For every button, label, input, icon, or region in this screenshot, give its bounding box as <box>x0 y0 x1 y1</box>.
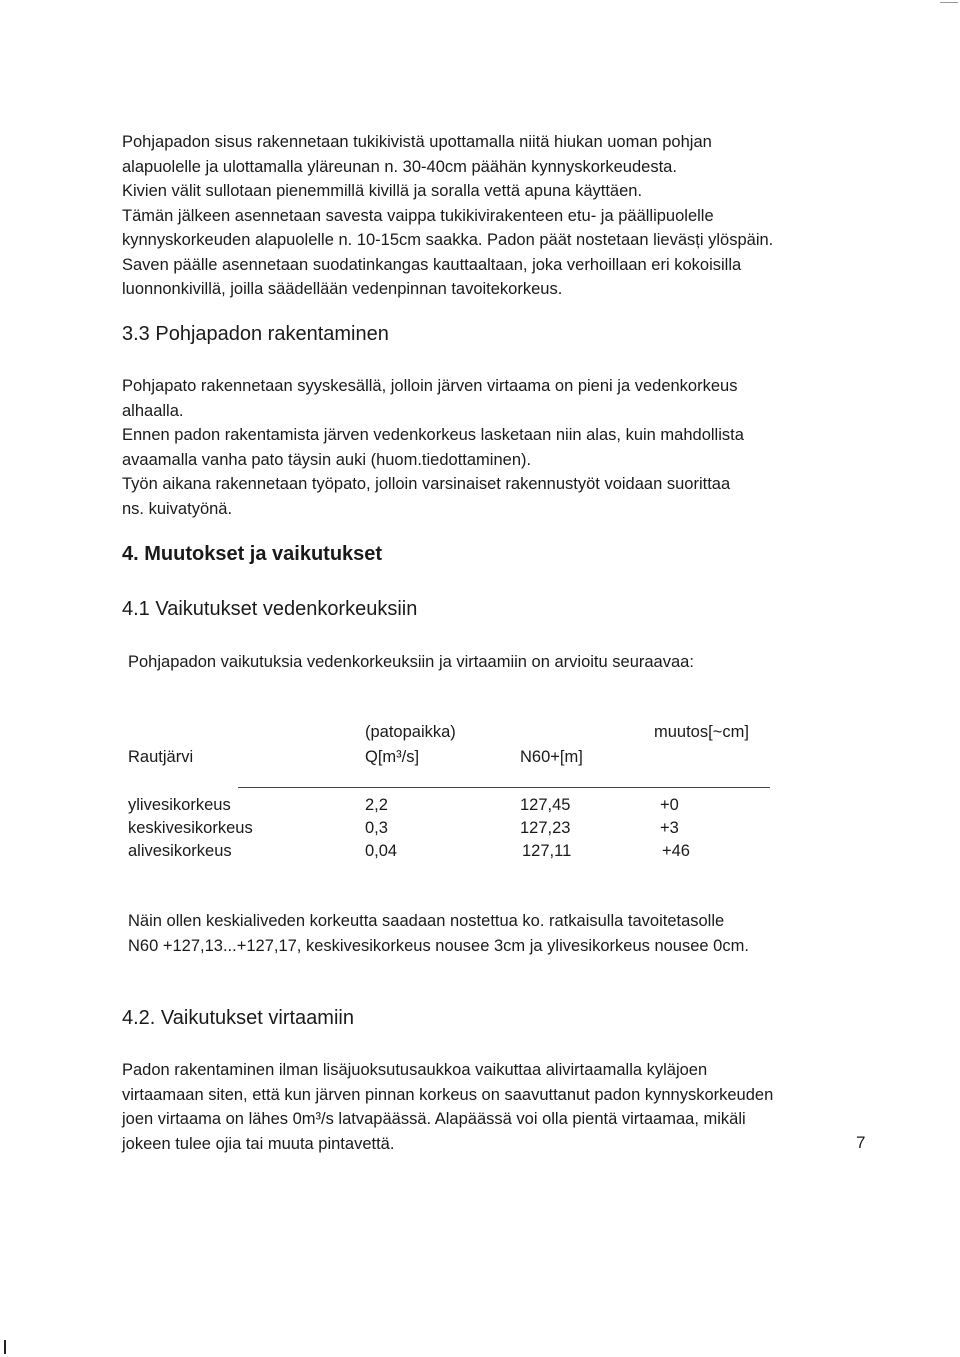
text-line: Näin ollen keskialiveden korkeutta saadaan nostettua ko. ratkaisulla tavoitetasolle <box>128 912 725 930</box>
text-line: Pohjapadon sisus rakennetaan tukikivistä upottamalla niitä hiukan uoman pohjan <box>122 133 712 151</box>
text-line: Saven päälle asennetaan suodatinkangas kauttaaltaan, joka verhoillaan eri kokoisilla <box>122 255 742 274</box>
row-change: +3 <box>660 819 679 837</box>
section-3-3-paragraph <box>122 374 822 521</box>
text-line: ns. kuivatyönä. <box>122 499 233 518</box>
text-line: Pohjapato rakennetaan syyskesällä, jolloin järven virtaama on pieni ja vedenkorkeus <box>122 377 738 395</box>
col-header-q-location: (patopaikka) <box>365 723 456 741</box>
row-n60: 127,11 <box>522 842 572 860</box>
section-4-heading: 4. Muutokset ja vaikutukset <box>122 543 383 565</box>
section-3-3-heading: 3.3 Pohjapadon rakentaminen <box>122 323 389 345</box>
row-q: 0,04 <box>365 842 398 860</box>
scan-mark <box>940 2 958 3</box>
row-q: 0,3 <box>365 819 388 837</box>
text-line: jokeen tulee ojia tai muuta pintavettä. <box>122 1134 395 1153</box>
text-line: joen virtaama on lähes 0m³/s latvapäässä. Alapäässä voi olla pientä virtaamaa, mikäli <box>122 1110 746 1128</box>
text-line: Padon rakentaminen ilman lisäjuoksutusaukkoa vaikuttaa alivirtaamalla kyläjoen <box>122 1061 708 1079</box>
scan-mark <box>4 1340 6 1354</box>
text-line: alapuolelle ja ulottamalla yläreunan n. 30-40cm päähän kynnyskorkeudesta. <box>122 157 677 176</box>
text-line: Ennen padon rakentamista järven vedenkorkeus lasketaan niin alas, kuin mahdollista <box>122 426 744 444</box>
section-4-1-conclusion <box>128 909 828 958</box>
row-n60: 127,45 <box>520 796 571 814</box>
row-change: +46 <box>662 842 690 860</box>
row-change: +0 <box>660 796 679 814</box>
row-q: 2,2 <box>365 796 388 814</box>
section-4-2-heading: 4.2. Vaikutukset virtaamiin <box>122 1007 354 1029</box>
page-number: 7 <box>856 1133 866 1152</box>
row-name: alivesikorkeus <box>128 842 232 860</box>
text-line: virtaamaan siten, että kun järven pinnan korkeus on saavuttanut padon kynnyskorkeuden <box>122 1085 774 1104</box>
text-line: luonnonkivillä, joilla säädellään vedenpinnan tavoitekorkeus. <box>122 280 563 298</box>
col-header-change: muutos[~cm] <box>654 723 749 741</box>
col-header-n60: N60+[m] <box>520 748 583 766</box>
text-line: Työn aikana rakennetaan työpato, jolloin varsinaiset rakennustyöt voidaan suorittaa <box>122 475 731 493</box>
section-4-1-intro: Pohjapadon vaikutuksia vedenkorkeuksiin ja virtaamiin on arvioitu seuraavaa: <box>128 653 694 671</box>
intro-paragraph <box>122 130 822 302</box>
text-line: alhaalla. <box>122 401 184 420</box>
col-header-q: Q[m³/s] <box>365 748 420 766</box>
row-name: keskivesikorkeus <box>128 819 253 837</box>
text-line: Kivien välit sullotaan pienemmillä kivillä ja soralla vettä apuna käyttäen. <box>122 182 643 200</box>
row-n60: 127,23 <box>520 819 571 837</box>
text-line: kynnyskorkeuden alapuolelle n. 10-15cm saakka. Padon päät nostetaan lieväsți ylöspäin. <box>122 231 774 249</box>
text-line: avaamalla vanha pato täysin auki (huom.tiedottaminen). <box>122 450 532 469</box>
section-4-1-heading: 4.1 Vaikutukset vedenkorkeuksiin <box>122 598 418 620</box>
text-line: N60 +127,13...+127,17, keskivesikorkeus nousee 3cm ja ylivesikorkeus nousee 0cm. <box>128 936 749 955</box>
row-name: ylivesikorkeus <box>128 796 231 814</box>
text-line: Tämän jälkeen asennetaan savesta vaippa tukikivirakenteen etu- ja päällipuolelle <box>122 206 714 225</box>
col-header-name: Rautjärvi <box>128 748 194 766</box>
section-4-2-paragraph <box>122 1058 822 1156</box>
table-divider <box>238 787 770 788</box>
